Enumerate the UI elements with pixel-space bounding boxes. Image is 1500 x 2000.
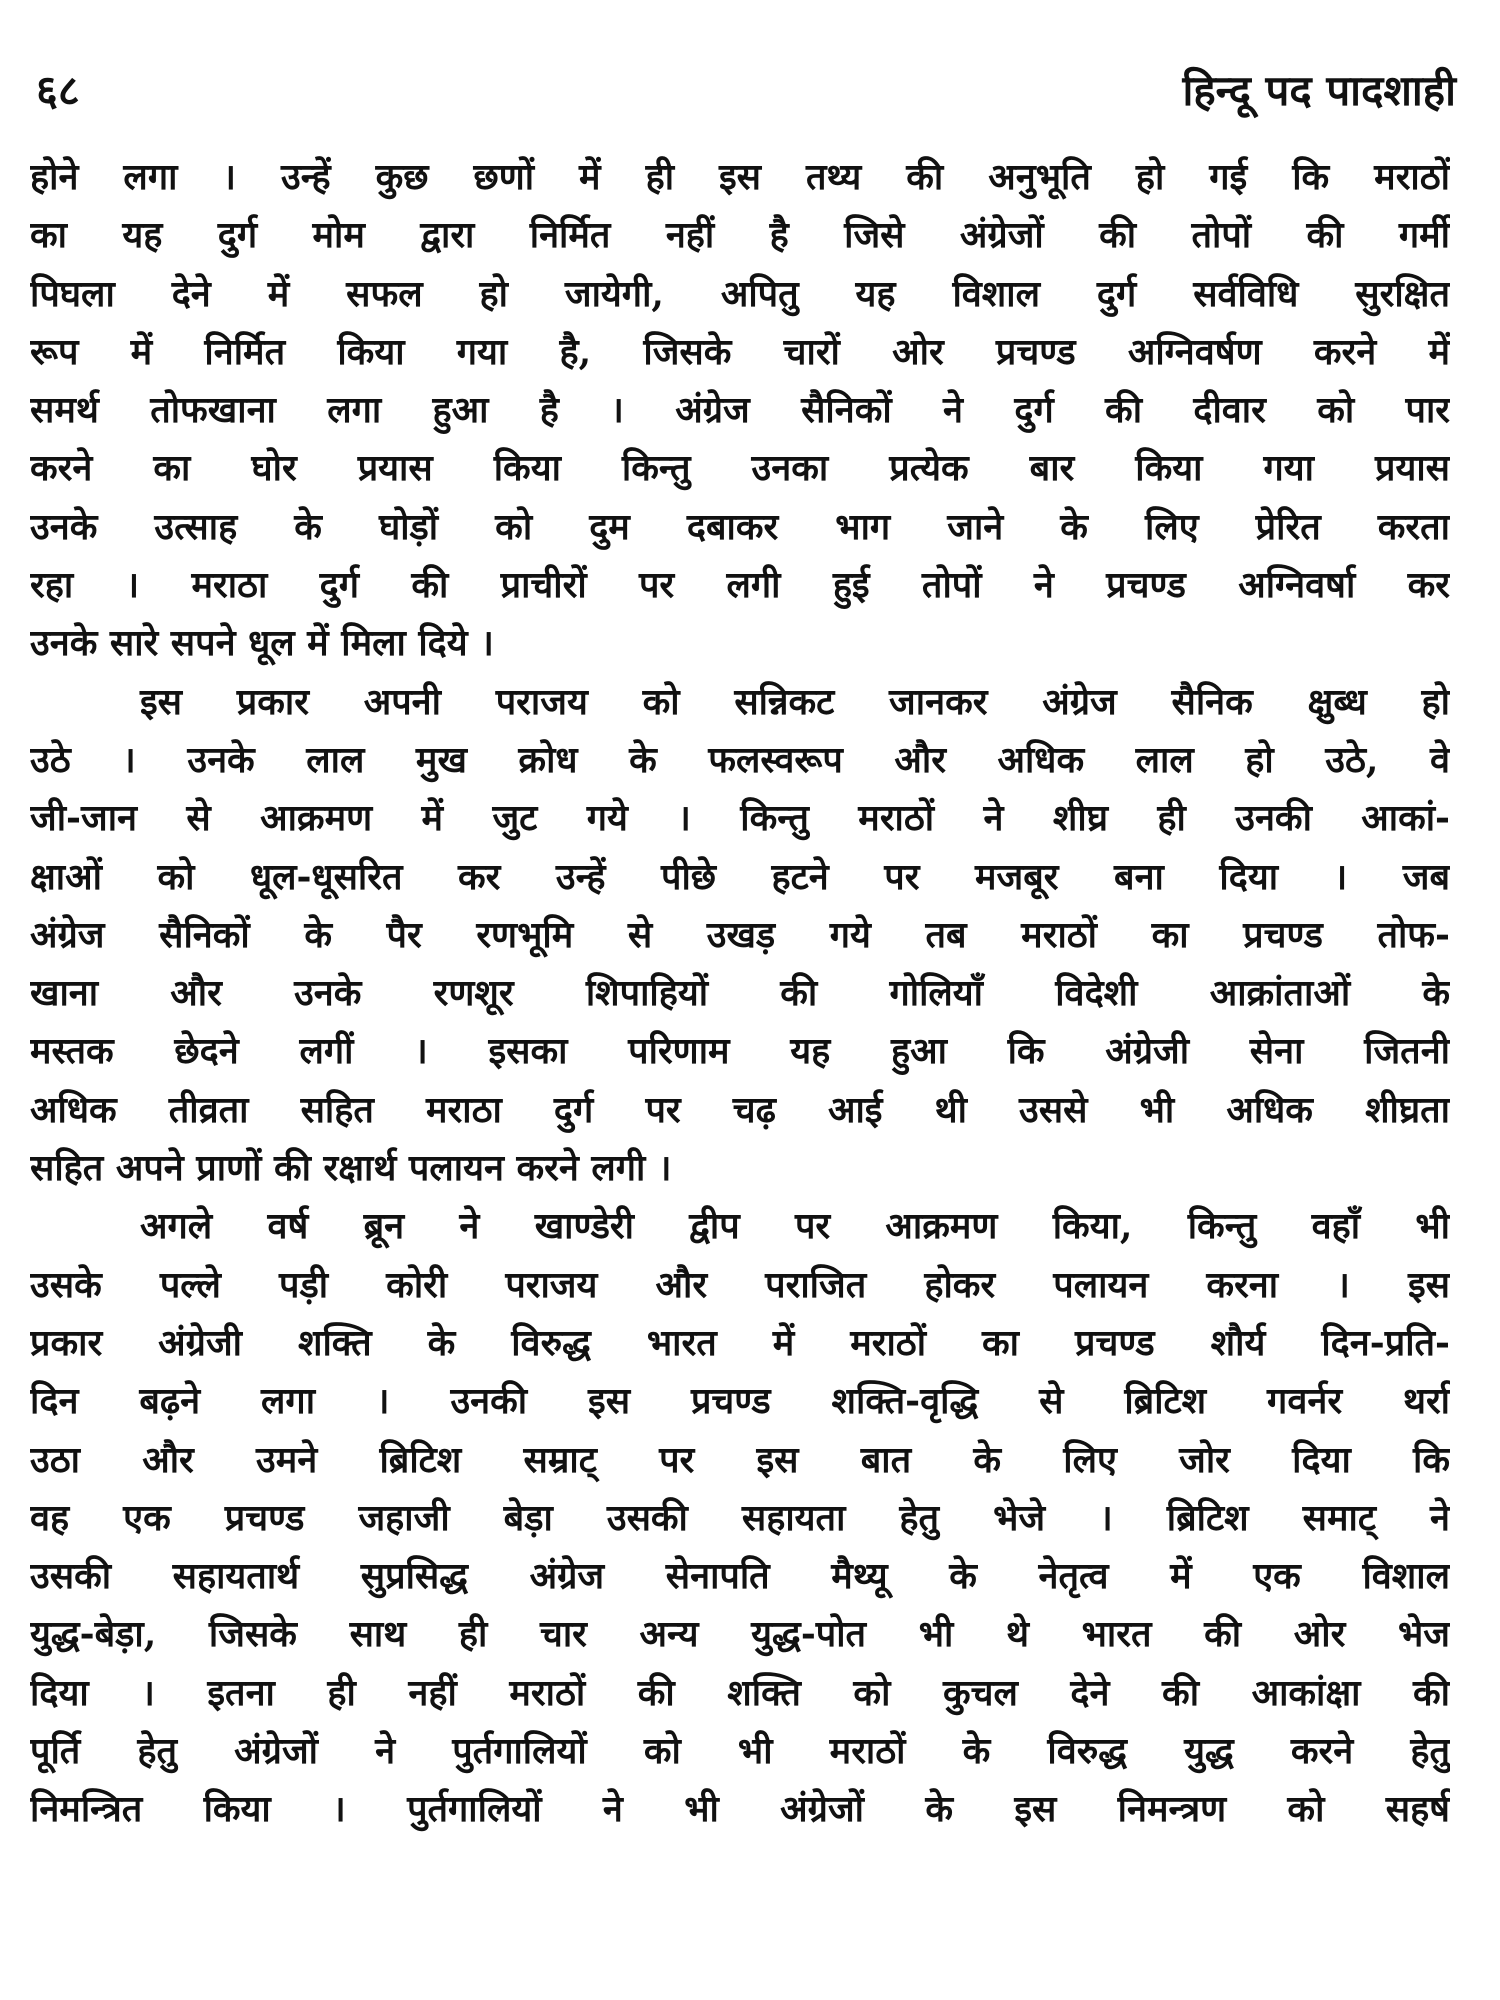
text-line: रूप में निर्मित किया गया है, जिसके चारों ओर प्रचण्ड अग्निवर्षण करने में [30, 330, 1450, 373]
text-line: उनके उत्साह के घोड़ों को दुम दबाकर भाग जाने के लिए प्रेरित करता [30, 505, 1450, 548]
text-line: अगले वर्ष ब्रून ने खाण्डेरी द्वीप पर आक्रमण किया, किन्तु वहाँ भी [140, 1205, 1450, 1248]
running-title: हिन्दू पद पादशाही [1182, 65, 1456, 115]
text-line: दिया । इतना ही नहीं मराठों की शक्ति को कुचल देने की आकांक्षा की [30, 1671, 1450, 1714]
text-line: पूर्ति हेतु अंग्रेजों ने पुर्तगालियों को भी मराठों के विरुद्ध युद्ध करने हेतु [30, 1730, 1450, 1773]
text-line: क्षाओं को धूल-धूसरित कर उन्हें पीछे हटने पर मजबूर बना दिया । जब [30, 855, 1450, 898]
text-line: उसके पल्ले पड़ी कोरी पराजय और पराजित होकर पलायन करना । इस [30, 1263, 1450, 1306]
text-line: उठे । उनके लाल मुख क्रोध के फलस्वरूप और अधिक लाल हो उठे, वे [30, 738, 1450, 781]
text-line: निमन्त्रित किया । पुर्तगालियों ने भी अंग्रेजों के इस निमन्त्रण को सहर्ष [30, 1788, 1450, 1831]
text-line: युद्ध-बेड़ा, जिसके साथ ही चार अन्य युद्ध-पोत भी थे भारत की ओर भेज [30, 1613, 1450, 1656]
text-line: खाना और उनके रणशूर शिपाहियों की गोलियाँ विदेशी आक्रांताओं के [30, 972, 1450, 1015]
text-line: इस प्रकार अपनी पराजय को सन्निकट जानकर अंग्रेज सैनिक क्षुब्ध हो [140, 680, 1450, 723]
page-header [30, 54, 1460, 124]
text-line: मस्तक छेदने लगीं । इसका परिणाम यह हुआ कि अंग्रेजी सेना जितनी [30, 1030, 1450, 1073]
text-line: उनके सारे सपने धूल में मिला दिये । [30, 622, 494, 665]
text-line: समर्थ तोफखाना लगा हुआ है । अंग्रेज सैनिकों ने दुर्ग की दीवार को पार [30, 389, 1450, 432]
text-line: रहा । मराठा दुर्ग की प्राचीरों पर लगी हुई तोपों ने प्रचण्ड अग्निवर्षा कर [30, 564, 1450, 607]
text-line: पिघला देने में सफल हो जायेगी, अपितु यह विशाल दुर्ग सर्वविधि सुरक्षित [30, 272, 1450, 315]
text-line: सहित अपने प्राणों की रक्षार्थ पलायन करने लगी । [30, 1147, 672, 1190]
text-line: अधिक तीव्रता सहित मराठा दुर्ग पर चढ़ आई थी उससे भी अधिक शीघ्रता [30, 1088, 1450, 1131]
text-line: प्रकार अंग्रेजी शक्ति के विरुद्ध भारत में मराठों का प्रचण्ड शौर्य दिन-प्रति- [30, 1321, 1450, 1364]
text-line: उसकी सहायतार्थ सुप्रसिद्ध अंग्रेज सेनापति मैथ्यू के नेतृत्व में एक विशाल [30, 1555, 1450, 1598]
page-number: ६८ [36, 65, 80, 115]
body-text [30, 148, 1450, 1839]
text-line: का यह दुर्ग मोम द्वारा निर्मित नहीं है जिसे अंग्रेजों की तोपों की गर्मी [30, 214, 1450, 257]
text-line: उठा और उमने ब्रिटिश सम्राट् पर इस बात के लिए जोर दिया कि [30, 1438, 1450, 1481]
text-line: अंग्रेज सैनिकों के पैर रणभूमि से उखड़ गये तब मराठों का प्रचण्ड तोफ- [30, 913, 1450, 956]
text-line: दिन बढ़ने लगा । उनकी इस प्रचण्ड शक्ति-वृद्धि से ब्रिटिश गवर्नर थर्रा [30, 1380, 1450, 1423]
text-line: वह एक प्रचण्ड जहाजी बेड़ा उसकी सहायता हेतु भेजे । ब्रिटिश समाट् ने [30, 1496, 1450, 1539]
text-line: जी-जान से आक्रमण में जुट गये । किन्तु मराठों ने शीघ्र ही उनकी आकां- [30, 797, 1450, 840]
text-line: होने लगा । उन्हें कुछ छणों में ही इस तथ्य की अनुभूति हो गई कि मराठों [30, 156, 1450, 198]
text-line: करने का घोर प्रयास किया किन्तु उनका प्रत्येक बार किया गया प्रयास [30, 447, 1450, 490]
